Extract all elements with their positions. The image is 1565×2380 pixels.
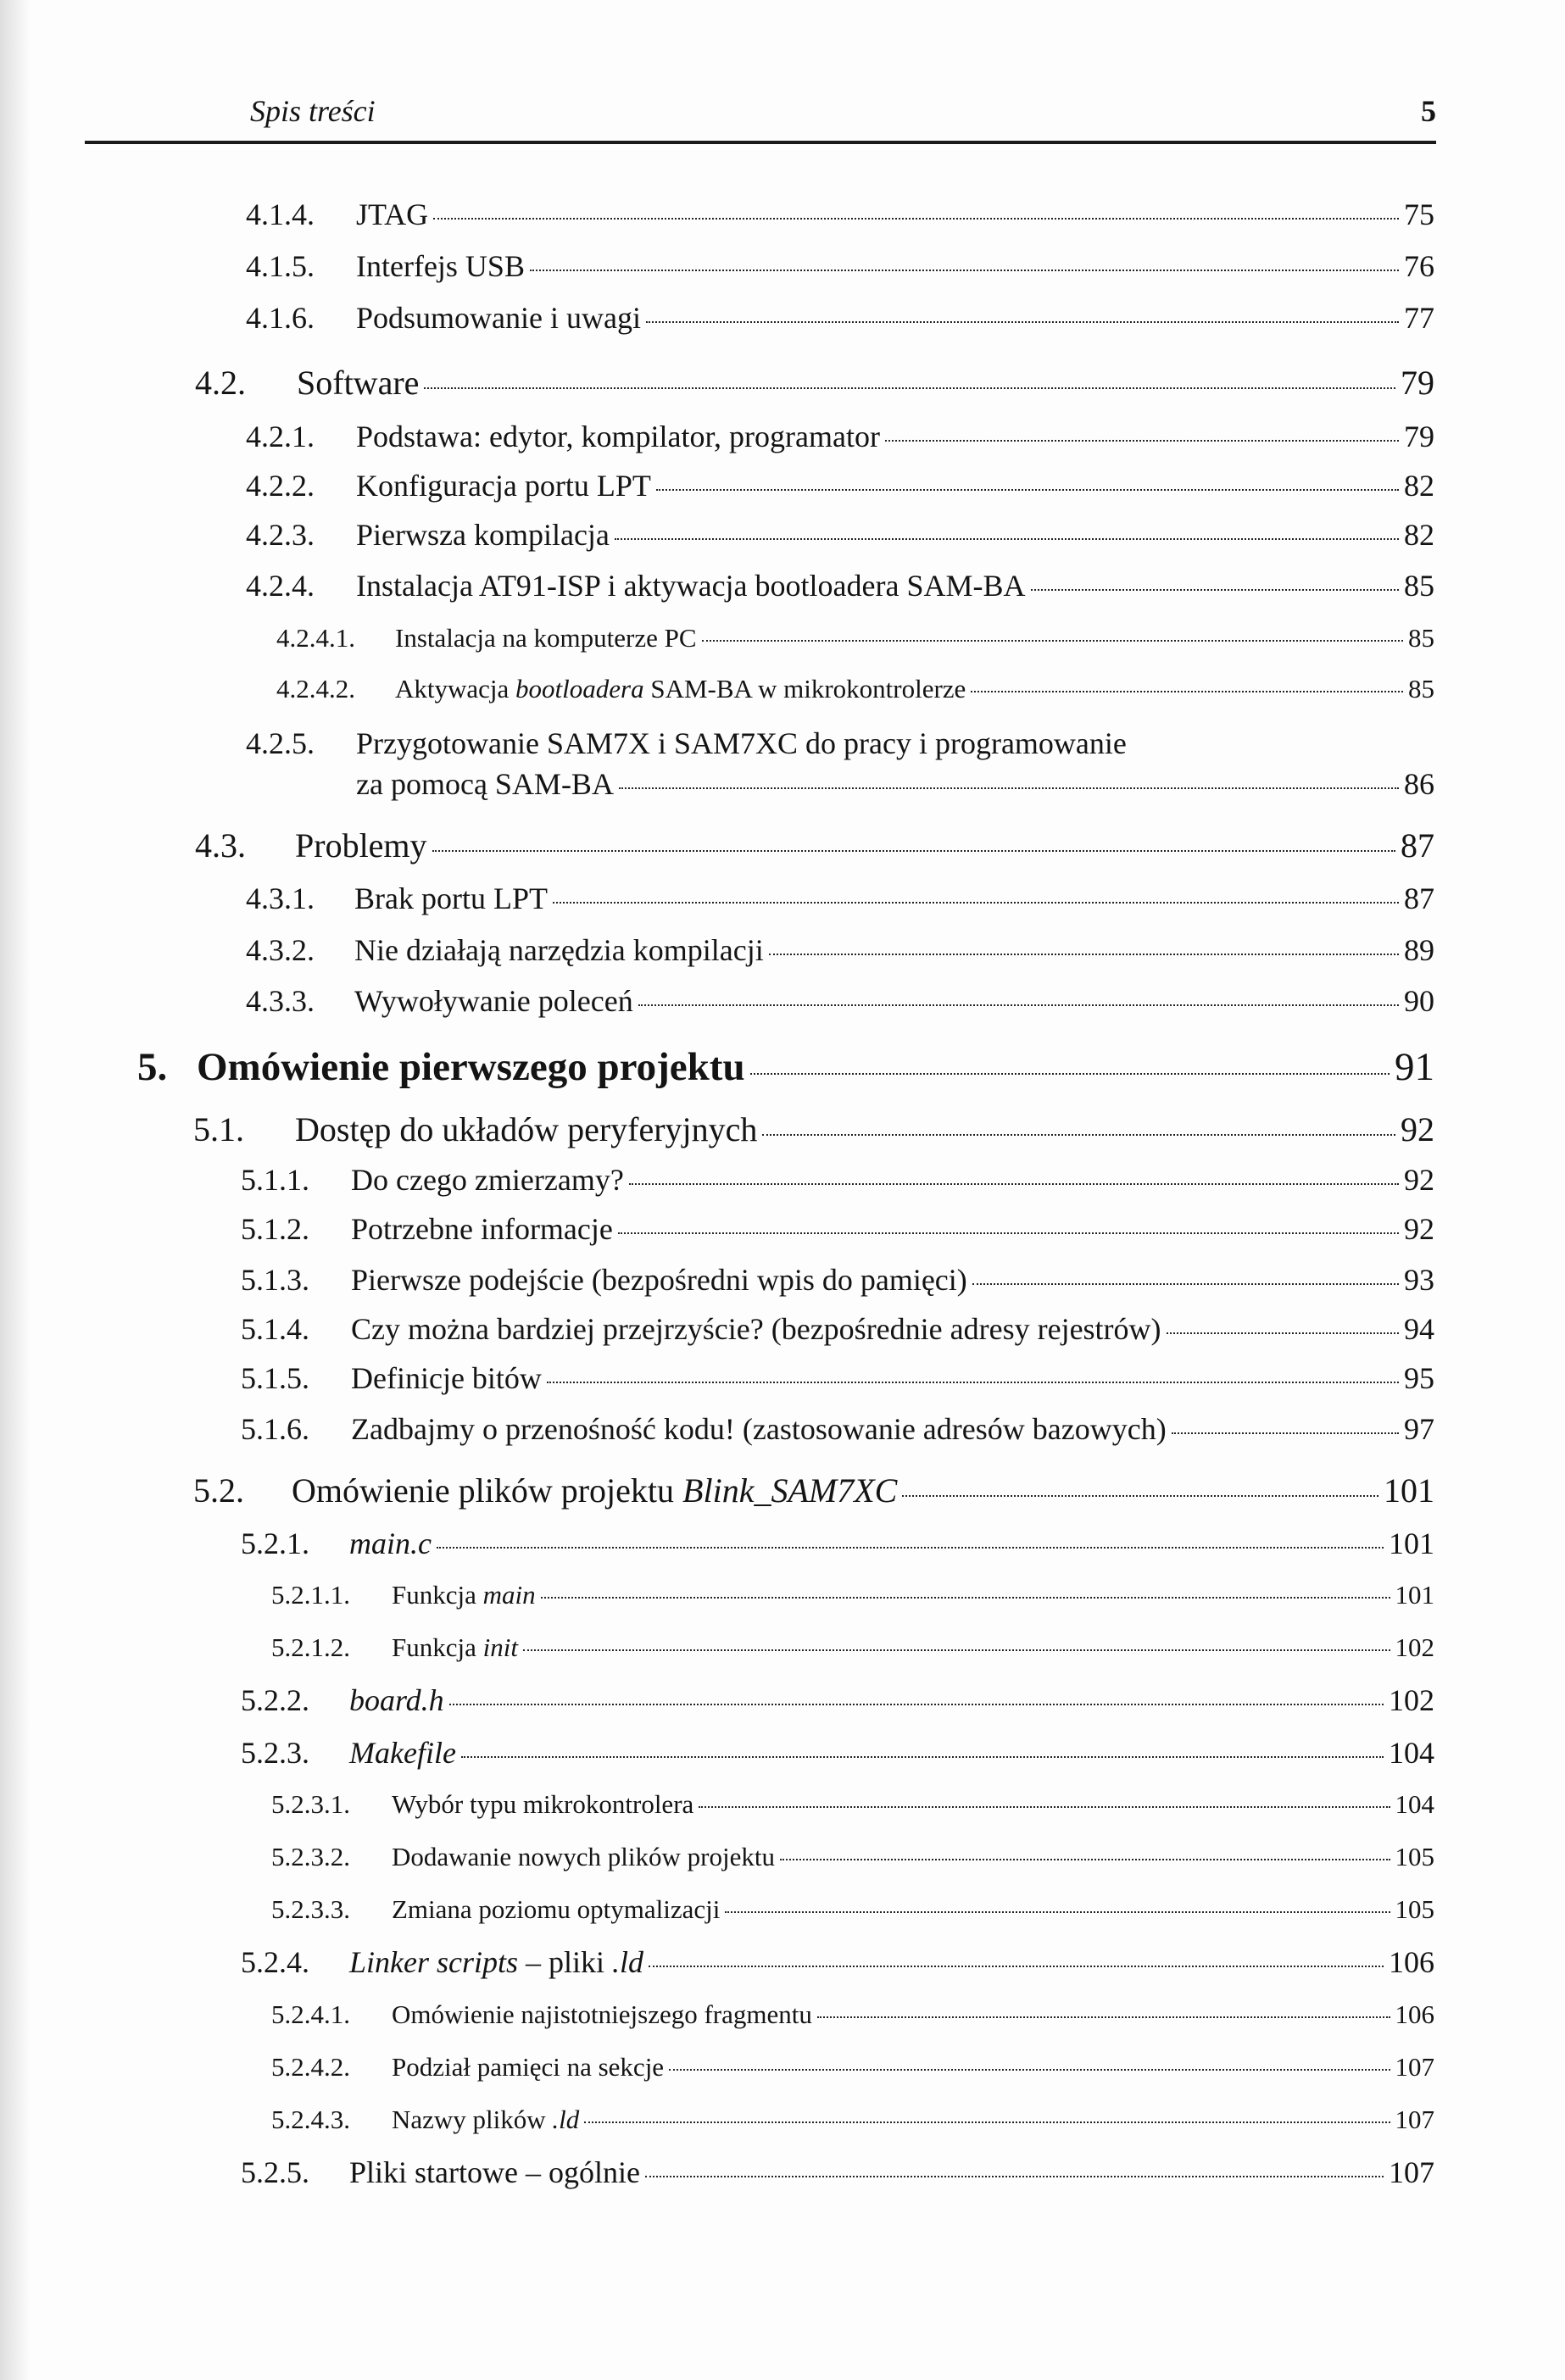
- toc-title: Potrzebne informacje: [351, 1212, 613, 1246]
- toc-page: 92: [1401, 1110, 1434, 1148]
- toc-title: Linker scripts – pliki .ld: [349, 1945, 644, 1979]
- toc-number: 5.1.: [193, 1110, 244, 1148]
- toc-entry: [195, 363, 1434, 403]
- toc-number: 5.2.4.: [241, 1945, 309, 1979]
- toc-entry: [241, 1262, 1434, 1298]
- toc-entry: [246, 881, 1434, 916]
- toc-title: Pliki startowe – ogólnie: [349, 2155, 640, 2189]
- toc-title-continued: za pomocą SAM-BA: [356, 767, 614, 801]
- toc-number: 4.2.: [195, 364, 246, 402]
- toc-title: board.h: [349, 1683, 444, 1717]
- dot-leader: [656, 489, 1399, 491]
- toc-entry: [271, 1999, 1434, 2030]
- toc-number: 5.2.3.3.: [271, 1894, 350, 1924]
- toc-entry: [356, 766, 1434, 802]
- toc-page: 89: [1404, 933, 1434, 967]
- toc-number: 5.2.4.1.: [271, 1999, 350, 2029]
- toc-title: Nie działają narzędzia kompilacji: [354, 933, 764, 967]
- toc-page: 86: [1404, 767, 1434, 801]
- toc-number: 5.1.1.: [241, 1163, 309, 1197]
- dot-leader: [432, 850, 1395, 852]
- toc-number: 5.2.5.: [241, 2155, 309, 2189]
- toc-page: 76: [1404, 249, 1434, 283]
- toc-entry: [246, 419, 1434, 454]
- toc-page: 105: [1395, 1894, 1434, 1924]
- toc-entry: [241, 1360, 1434, 1396]
- dot-leader: [1031, 589, 1400, 591]
- running-header-title: Spis treści: [250, 94, 376, 128]
- toc-entry: [241, 1944, 1434, 1980]
- toc-number: 4.3.: [195, 826, 246, 865]
- toc-page: 92: [1404, 1163, 1434, 1197]
- dot-leader: [669, 2069, 1390, 2071]
- toc-page: 92: [1404, 1212, 1434, 1246]
- toc-number: 4.1.5.: [246, 249, 315, 283]
- toc-page: 107: [1395, 2105, 1434, 2134]
- toc-title: Aktywacja bootloadera SAM-BA w mikrokontrolerze: [395, 674, 966, 703]
- toc-title: Omówienie najistotniejszego fragmentu: [392, 1999, 812, 2029]
- toc-number: 5.: [137, 1045, 168, 1089]
- toc-page: 87: [1401, 826, 1434, 865]
- dot-leader: [1167, 1332, 1399, 1334]
- toc-page: 97: [1404, 1412, 1434, 1446]
- toc-entry: [246, 197, 1434, 232]
- toc-title: Wybór typu mikrokontrolera: [392, 1789, 694, 1819]
- toc-title: Dostęp do układów peryferyjnych: [295, 1110, 758, 1148]
- toc-number: 4.2.4.2.: [276, 674, 355, 703]
- dot-leader: [619, 787, 1399, 789]
- toc-number: 4.1.4.: [246, 197, 315, 231]
- toc-entry: [246, 932, 1434, 968]
- toc-page: 107: [1389, 2155, 1434, 2189]
- toc-page: 85: [1408, 623, 1434, 653]
- toc-entry: [246, 248, 1434, 284]
- toc-number: 4.3.3.: [246, 984, 315, 1018]
- toc-title: Do czego zmierzamy?: [351, 1163, 624, 1197]
- dot-leader: [553, 902, 1399, 904]
- toc-title: Brak portu LPT: [354, 881, 548, 915]
- toc-title: main.c: [349, 1526, 432, 1560]
- toc-page: 82: [1404, 518, 1434, 552]
- toc-number: 5.1.6.: [241, 1412, 309, 1446]
- toc-entry: [271, 1632, 1434, 1663]
- toc-entry: [276, 674, 1434, 704]
- dot-leader: [725, 1911, 1390, 1913]
- dot-leader: [780, 1859, 1390, 1860]
- toc-page: 95: [1404, 1361, 1434, 1395]
- toc-number: 4.2.4.1.: [276, 623, 355, 653]
- toc-number: 5.1.3.: [241, 1263, 309, 1297]
- toc-title: JTAG: [356, 197, 429, 231]
- toc-title: Zmiana poziomu optymalizacji: [392, 1894, 721, 1924]
- dot-leader: [541, 1597, 1390, 1599]
- toc-number: 4.1.6.: [246, 301, 315, 335]
- toc-number: 5.1.2.: [241, 1212, 309, 1246]
- toc-title: Pierwsza kompilacja: [356, 518, 610, 552]
- toc-number: 5.2.3.1.: [271, 1789, 350, 1819]
- toc-page: 91: [1395, 1045, 1434, 1089]
- toc-title: Software: [297, 364, 420, 402]
- dot-leader: [449, 1704, 1384, 1705]
- toc-title: Instalacja AT91-ISP i aktywacja bootloadera SAM-BA: [356, 569, 1026, 603]
- toc-title: Dodawanie nowych plików projektu: [392, 1842, 775, 1871]
- toc-number: 4.3.1.: [246, 881, 315, 915]
- dot-leader: [547, 1382, 1399, 1383]
- toc-number: 5.2.: [193, 1471, 244, 1510]
- toc-number: 5.1.5.: [241, 1361, 309, 1395]
- toc-entry: [241, 1682, 1434, 1718]
- toc-entry: [271, 1789, 1434, 1820]
- toc-entry: [246, 300, 1434, 336]
- toc-number: 4.2.5.: [246, 726, 315, 760]
- toc-page: 101: [1395, 1580, 1434, 1610]
- toc-number: 4.3.2.: [246, 933, 315, 967]
- toc-title: Przygotowanie SAM7X i SAM7XC do pracy i programowanie: [356, 726, 1127, 760]
- toc-entry: [246, 517, 1434, 553]
- toc-entry: [271, 1842, 1434, 1872]
- toc-entry: [241, 1411, 1434, 1447]
- toc-page: 102: [1395, 1632, 1434, 1662]
- dot-leader: [972, 1283, 1399, 1285]
- toc-number: 5.2.3.2.: [271, 1842, 350, 1871]
- toc-entry: [271, 1580, 1434, 1610]
- dot-leader: [649, 1966, 1384, 1967]
- toc-page: 94: [1404, 1312, 1434, 1346]
- toc-page: 79: [1404, 420, 1434, 453]
- dot-leader: [530, 270, 1399, 271]
- page-header: [85, 93, 1436, 146]
- dot-leader: [702, 640, 1403, 642]
- header-rule: [85, 141, 1436, 144]
- toc-title: Omówienie pierwszego projektu: [197, 1045, 745, 1089]
- toc-page: 90: [1404, 984, 1434, 1018]
- dot-leader: [971, 691, 1403, 692]
- toc-number: 4.2.2.: [246, 469, 315, 503]
- toc-title: Pierwsze podejście (bezpośredni wpis do pamięci): [351, 1263, 967, 1297]
- toc-page: 87: [1404, 881, 1434, 915]
- toc-number: 5.2.1.1.: [271, 1580, 350, 1610]
- toc-title: Wywoływanie poleceń: [354, 984, 633, 1018]
- toc-number: 4.2.1.: [246, 420, 315, 453]
- dot-leader: [646, 321, 1399, 323]
- dot-leader: [762, 1134, 1395, 1136]
- toc-page: 85: [1404, 569, 1434, 603]
- toc-entry: [193, 1471, 1434, 1510]
- dot-leader: [902, 1495, 1378, 1497]
- toc-page: 107: [1395, 2052, 1434, 2082]
- dot-leader: [523, 1649, 1390, 1651]
- dot-leader: [584, 2121, 1390, 2123]
- toc-title: Makefile: [349, 1736, 456, 1770]
- toc-entry: [276, 623, 1434, 653]
- dot-leader: [1172, 1432, 1399, 1434]
- dot-leader: [618, 1232, 1399, 1234]
- toc-entry: [195, 826, 1434, 865]
- toc-page: 79: [1401, 364, 1434, 402]
- dot-leader: [817, 2016, 1390, 2018]
- toc-title: Omówienie plików projektu Blink_SAM7XC: [292, 1471, 898, 1510]
- toc-title: Funkcja main: [392, 1580, 536, 1610]
- toc-page: 106: [1389, 1945, 1434, 1979]
- toc-number: 5.2.2.: [241, 1683, 309, 1717]
- toc-entry-first-line: [246, 726, 1127, 761]
- toc-entry: [271, 2052, 1434, 2082]
- toc-page: 85: [1408, 674, 1434, 703]
- toc-entry: [246, 568, 1434, 603]
- toc-title: Interfejs USB: [356, 249, 525, 283]
- toc-number: 4.2.3.: [246, 518, 315, 552]
- dot-leader: [437, 1547, 1384, 1549]
- toc-number: 5.2.1.2.: [271, 1632, 350, 1662]
- dot-leader: [638, 1004, 1399, 1006]
- toc-number: 5.2.4.3.: [271, 2105, 350, 2134]
- toc-title: Definicje bitów: [351, 1361, 542, 1395]
- toc-title: Podział pamięci na sekcje: [392, 2052, 665, 2082]
- toc-page: 101: [1389, 1526, 1434, 1560]
- toc-entry: [241, 1162, 1434, 1198]
- toc-entry: [271, 1894, 1434, 1925]
- toc-title: Funkcja init: [392, 1632, 518, 1662]
- toc-title: Instalacja na komputerze PC: [395, 623, 697, 653]
- dot-leader: [424, 387, 1395, 389]
- toc-title: Podsumowanie i uwagi: [356, 301, 641, 335]
- toc-number: 5.2.4.2.: [271, 2052, 350, 2082]
- dot-leader: [769, 954, 1399, 955]
- toc-title: Podstawa: edytor, kompilator, programator: [356, 420, 880, 453]
- toc-page: 101: [1384, 1471, 1434, 1510]
- toc-title: Problemy: [295, 826, 427, 865]
- dot-leader: [645, 2176, 1384, 2177]
- toc-page: 104: [1389, 1736, 1434, 1770]
- toc-page: 77: [1404, 301, 1434, 335]
- toc-page: 93: [1404, 1263, 1434, 1297]
- toc-entry: [241, 2155, 1434, 2190]
- toc-title: Nazwy plików .ld: [392, 2105, 580, 2134]
- dot-leader: [750, 1073, 1390, 1075]
- toc-number: 4.2.4.: [246, 569, 315, 603]
- toc-number: 5.2.3.: [241, 1736, 309, 1770]
- dot-leader: [615, 538, 1399, 540]
- toc-page: 75: [1404, 197, 1434, 231]
- toc-title: Czy można bardziej przejrzyście? (bezpośrednie adresy rejestrów): [351, 1312, 1161, 1346]
- toc-page: 102: [1389, 1683, 1434, 1717]
- dot-leader: [699, 1806, 1390, 1808]
- page-edge-shadow: [0, 0, 31, 2380]
- toc-page: 106: [1395, 1999, 1434, 2029]
- toc-entry: [193, 1109, 1434, 1149]
- toc-entry: [246, 983, 1434, 1019]
- toc-entry: [241, 1526, 1434, 1561]
- dot-leader: [433, 218, 1399, 220]
- toc-entry: [241, 1211, 1434, 1247]
- dot-leader: [629, 1183, 1399, 1185]
- toc-title: Konfiguracja portu LPT: [356, 469, 651, 503]
- toc-page: 105: [1395, 1842, 1434, 1871]
- toc-entry: [271, 2105, 1434, 2135]
- toc-number: 5.1.4.: [241, 1312, 309, 1346]
- toc-title: Zadbajmy o przenośność kodu! (zastosowanie adresów bazowych): [351, 1412, 1167, 1446]
- dot-leader: [885, 440, 1399, 442]
- toc-page: 104: [1395, 1789, 1434, 1819]
- page-number: 5: [1421, 94, 1436, 128]
- toc-number: 5.2.1.: [241, 1526, 309, 1560]
- toc-entry: [241, 1311, 1434, 1347]
- toc-chapter-entry: [137, 1044, 1434, 1090]
- dot-leader: [461, 1756, 1384, 1758]
- toc-entry: [241, 1735, 1434, 1771]
- toc-entry: [246, 468, 1434, 503]
- toc-page: 82: [1404, 469, 1434, 503]
